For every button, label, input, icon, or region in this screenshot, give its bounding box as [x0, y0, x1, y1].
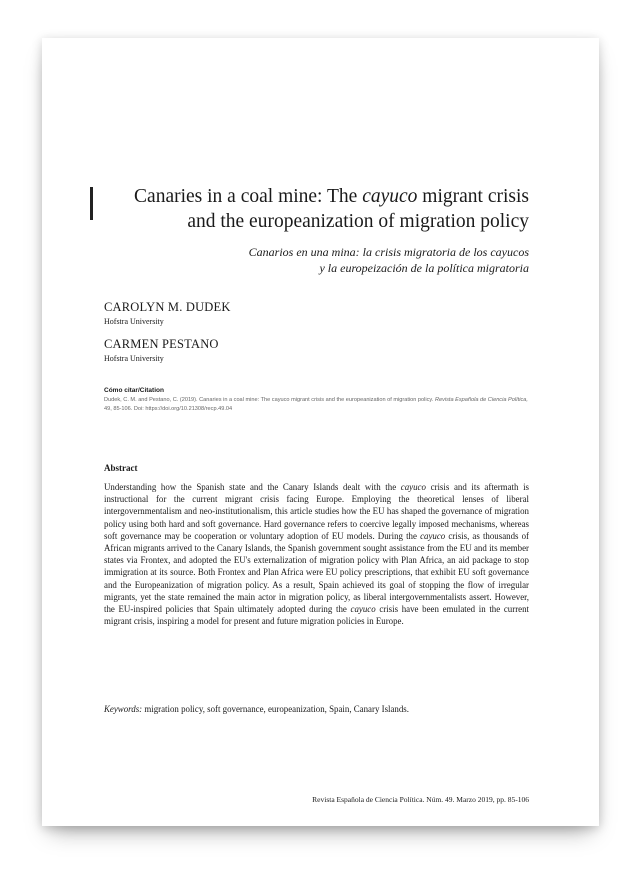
title-text-1: Canaries in a coal mine: The: [134, 186, 363, 207]
subtitle-line-2: y la europeización de la política migratoria: [319, 261, 529, 275]
title-line-2: and the europeanization of migration policy: [187, 211, 529, 232]
subtitle-line-1: Canarios en una mina: la crisis migratoria de los cayucos: [248, 245, 529, 259]
abstract-italic: cayuco: [400, 482, 426, 492]
abstract-text: crisis and its aftermath is instructional for the current migrant crisis facing Europe. Employing the theoretical lenses of liberal intergovernmentalism and neo-institutionalism, this article studies how the EU has shaped the governance of migration policy using both hard and soft governance. Hard governance refers to coercive legally imposed mechanisms, whereas soft governance may be cooperation or voluntary adoption of EU models. During the: [104, 482, 529, 541]
citation-journal: Revista Española de Ciencia Política,: [434, 397, 528, 403]
citation-heading: Cómo citar/Citation: [104, 387, 164, 394]
document-page: [42, 38, 599, 826]
spanish-subtitle: [122, 244, 529, 276]
keywords-label: Keywords:: [104, 704, 143, 714]
abstract-italic: cayuco: [420, 530, 446, 541]
citation-part-1: Dudek, C. M. and Pestano, C. (2019). Canaries in a coal mine: The cayuco migrant crisis and the europeanization of migration policy.: [104, 397, 435, 403]
citation-text: [104, 396, 529, 414]
title-italic: cayuco: [362, 186, 418, 207]
author-affiliation: Hofstra University: [104, 354, 164, 363]
article-title: [122, 184, 529, 234]
abstract-italic: cayuco: [350, 604, 376, 615]
abstract-heading: Abstract: [104, 463, 138, 473]
abstract-text: crisis, as thousands of African migrants arrived to the Canary Islands, the Spanish government sought assistance from the EU and its member states via Frontex, and adopted the EU's externalization of migration policy with Plan Africa, an aid package to stop immigration at its source. Both Frontex and Plan Africa were EU policy prescriptions, that exhibit EU soft governance and the Europeanization of migration policy. As a result, Spain achieved its goal of stopping the flow of irregular migrants, yet the state remained the main actor in migration policy, as liberal intergovernmentalists assert. However, the EU-inspired policies that Spain ultimately adopted during the: [104, 530, 529, 615]
title-text-2: migrant crisis: [417, 186, 529, 207]
abstract-text: Understanding how the Spanish state and the Canary Islands dealt with the: [104, 482, 401, 492]
abstract-text: crisis have been emulated in the current migrant crisis, inspiring a model for present and future migration policies in Europe.: [104, 604, 529, 627]
keywords: [104, 704, 529, 714]
author-affiliation: Hofstra University: [104, 317, 164, 326]
title-accent-bar: [90, 187, 93, 220]
citation-part-2: 49, 85-106. Doi: https://doi.org/10.21308/recp.49.04: [104, 406, 233, 412]
author-name: CAROLYN M. DUDEK: [104, 300, 231, 314]
keywords-text: migration policy, soft governance, europeanization, Spain, Canary Islands.: [142, 704, 409, 714]
journal-footer: Revista Española de Ciencia Política. Núm. 49. Marzo 2019, pp. 85-106: [312, 795, 529, 804]
author-name: CARMEN PESTANO: [104, 337, 219, 351]
abstract-body: [104, 481, 529, 627]
